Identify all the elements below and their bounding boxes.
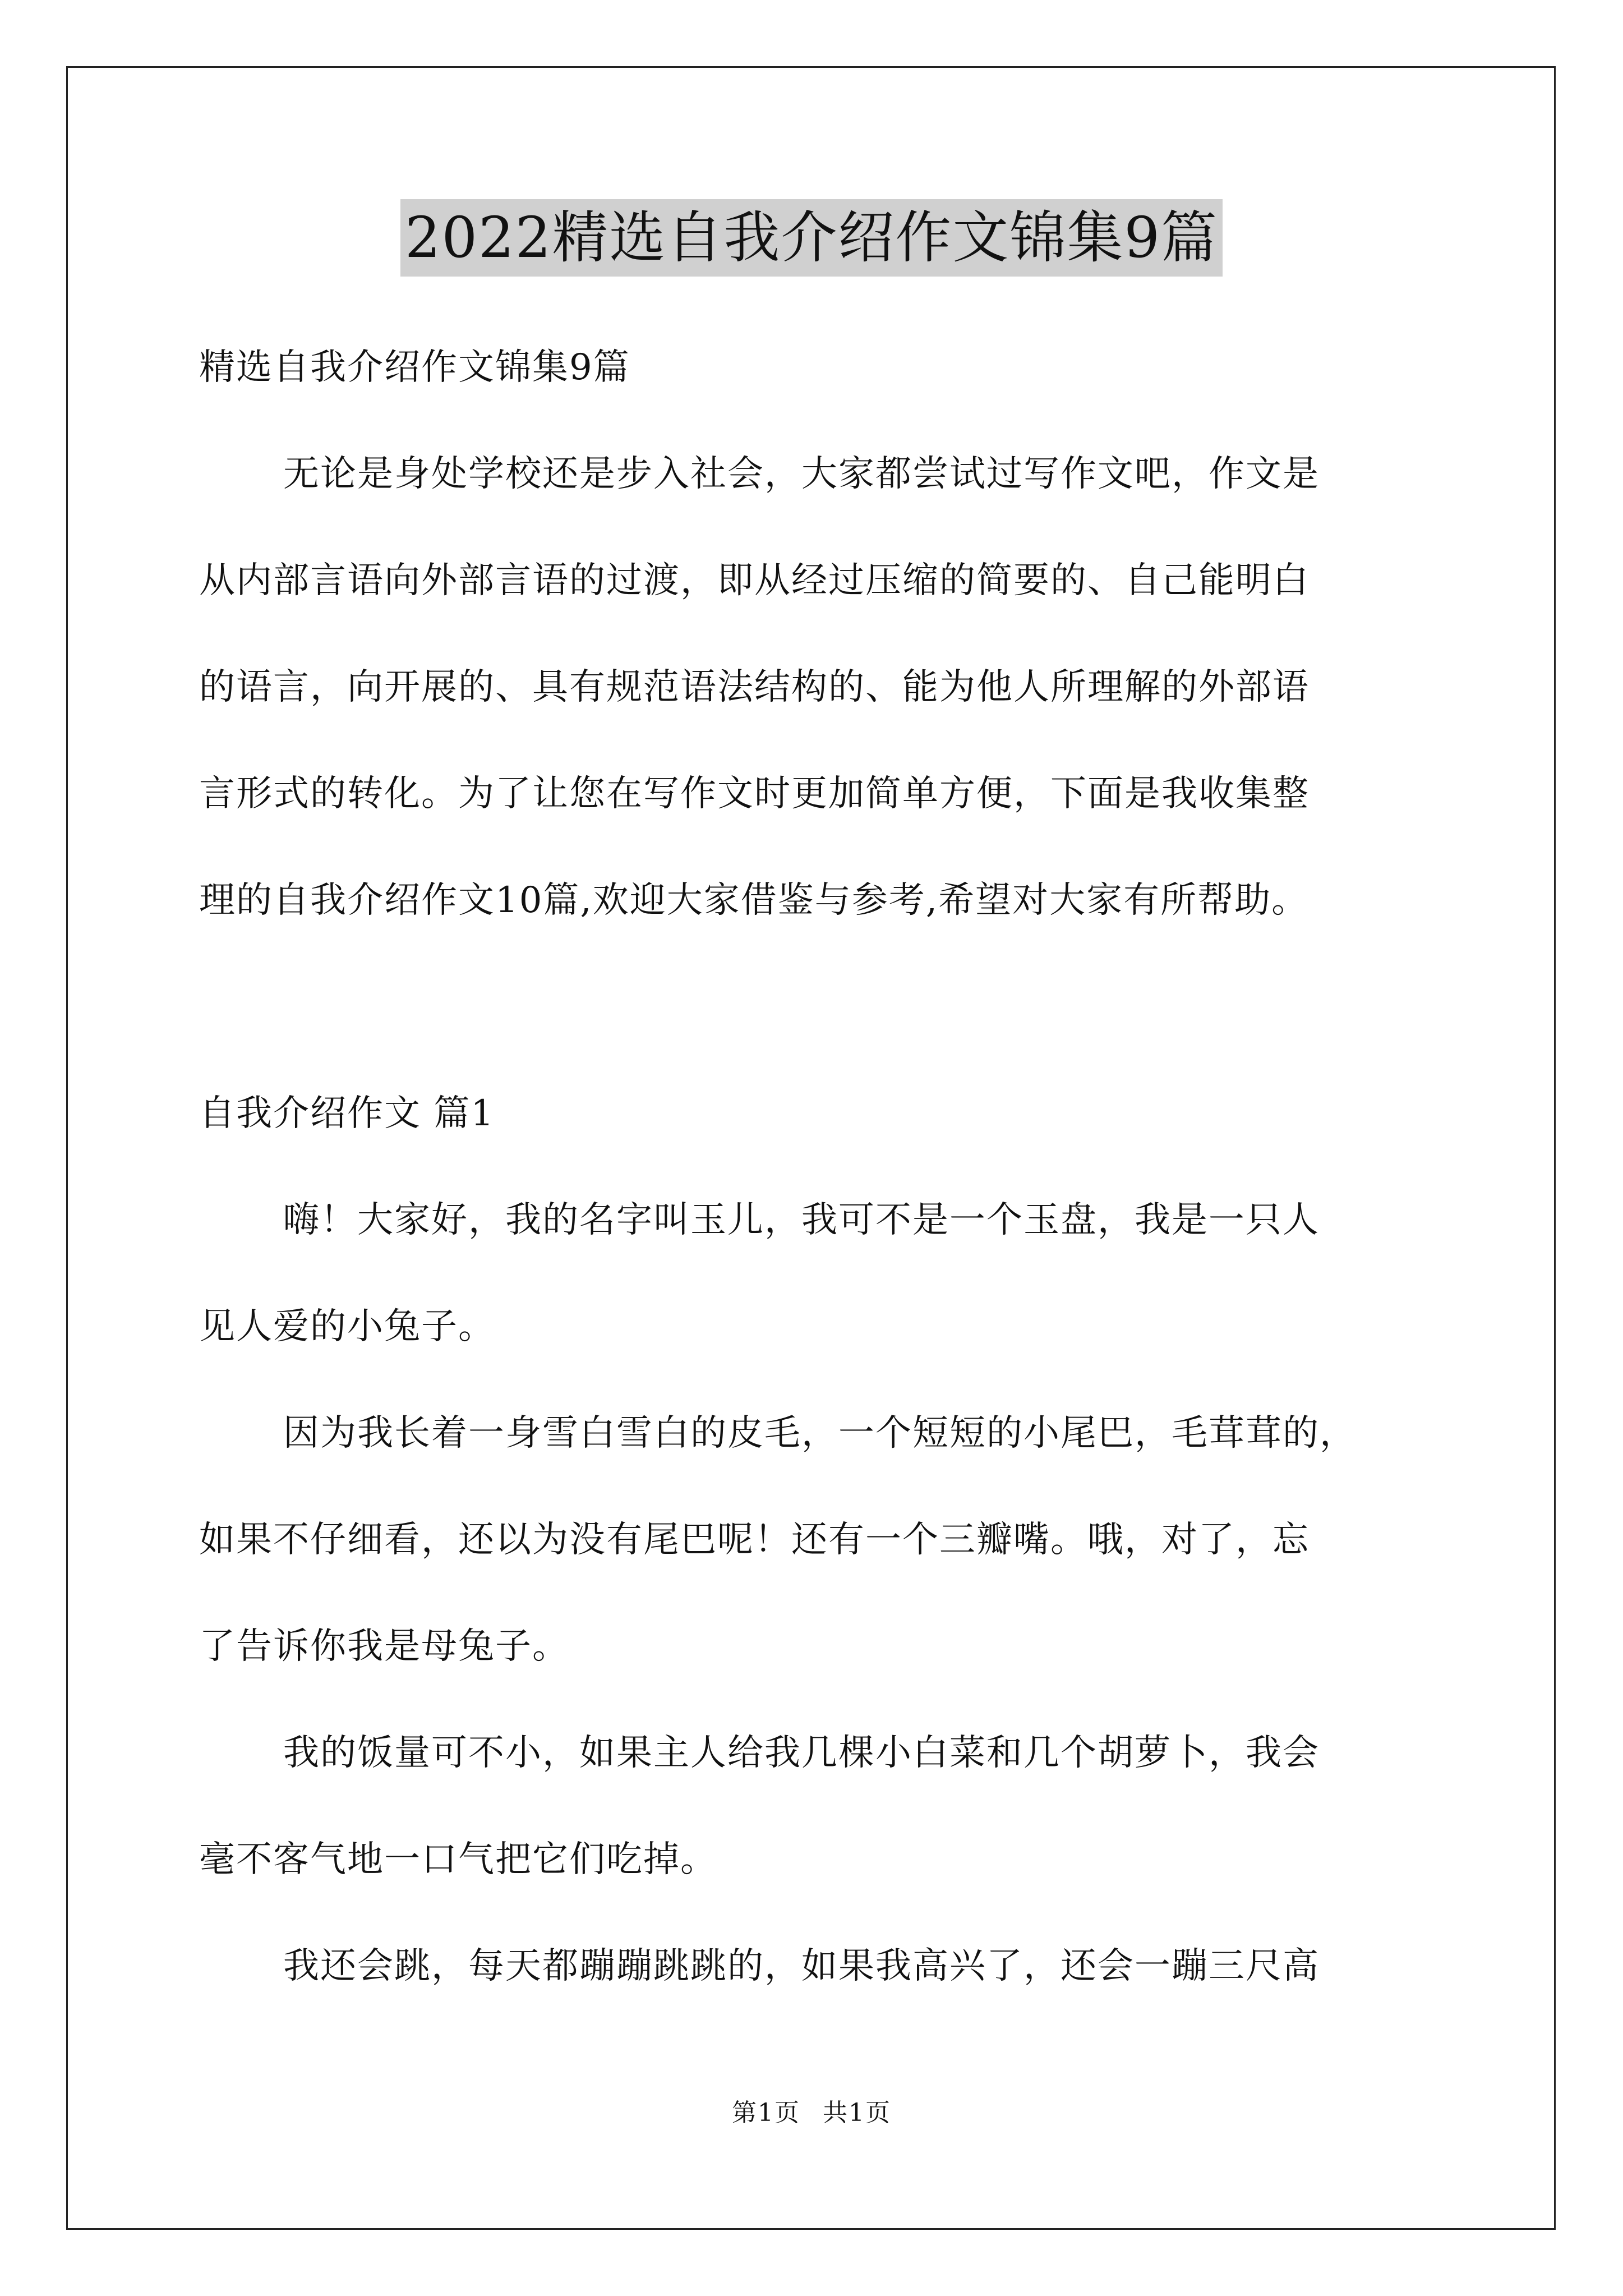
paragraph-gap [199,954,1433,1060]
section-heading: 自我介绍作文 篇1 [199,1093,495,1134]
intro-line: 的语言，向开展的、具有规范语法结构的、能为他人所理解的外部语 [199,666,1310,708]
body-line: 见人爱的小兔子。 [199,1306,495,1347]
intro-line: 无论是身处学校还是步入社会，大家都尝试过写作文吧，作文是 [283,453,1320,495]
body-line: 因为我长着一身雪白雪白的皮毛，一个短短的小尾巴，毛茸茸的， [283,1412,1357,1454]
body-line: 嗨！大家好，我的名字叫玉儿，我可不是一个玉盘，我是一只人 [283,1199,1320,1241]
body-line: 如果不仔细看，还以为没有尾巴呢！还有一个三瓣嘴。哦，对了，忘 [199,1519,1310,1561]
body-line: 我还会跳，每天都蹦蹦跳跳的，如果我高兴了，还会一蹦三尺高 [283,1945,1320,1987]
document-body [199,314,1433,2019]
document-title: 2022精选自我介绍作文锦集9篇 [400,199,1223,277]
page-footer [0,2092,1623,2128]
subtitle: 精选自我介绍作文锦集9篇 [199,347,630,388]
intro-line: 从内部言语向外部言语的过渡，即从经过压缩的简要的、自己能明白 [199,560,1310,601]
body-line: 我的饭量可不小，如果主人给我几棵小白菜和几个胡萝卜，我会 [283,1732,1320,1774]
page-number: 第1页 [732,2099,800,2127]
page-total: 共1页 [823,2099,891,2127]
intro-line: 言形式的转化。为了让您在写作文时更加简单方便，下面是我收集整 [199,773,1310,815]
body-line: 了告诉你我是母兔子。 [199,1626,569,1667]
intro-line: 理的自我介绍作文10篇,欢迎大家借鉴与参考,希望对大家有所帮助。 [199,880,1309,921]
body-line: 毫不客气地一口气把它们吃掉。 [199,1839,717,1880]
title-wrap [0,199,1623,277]
